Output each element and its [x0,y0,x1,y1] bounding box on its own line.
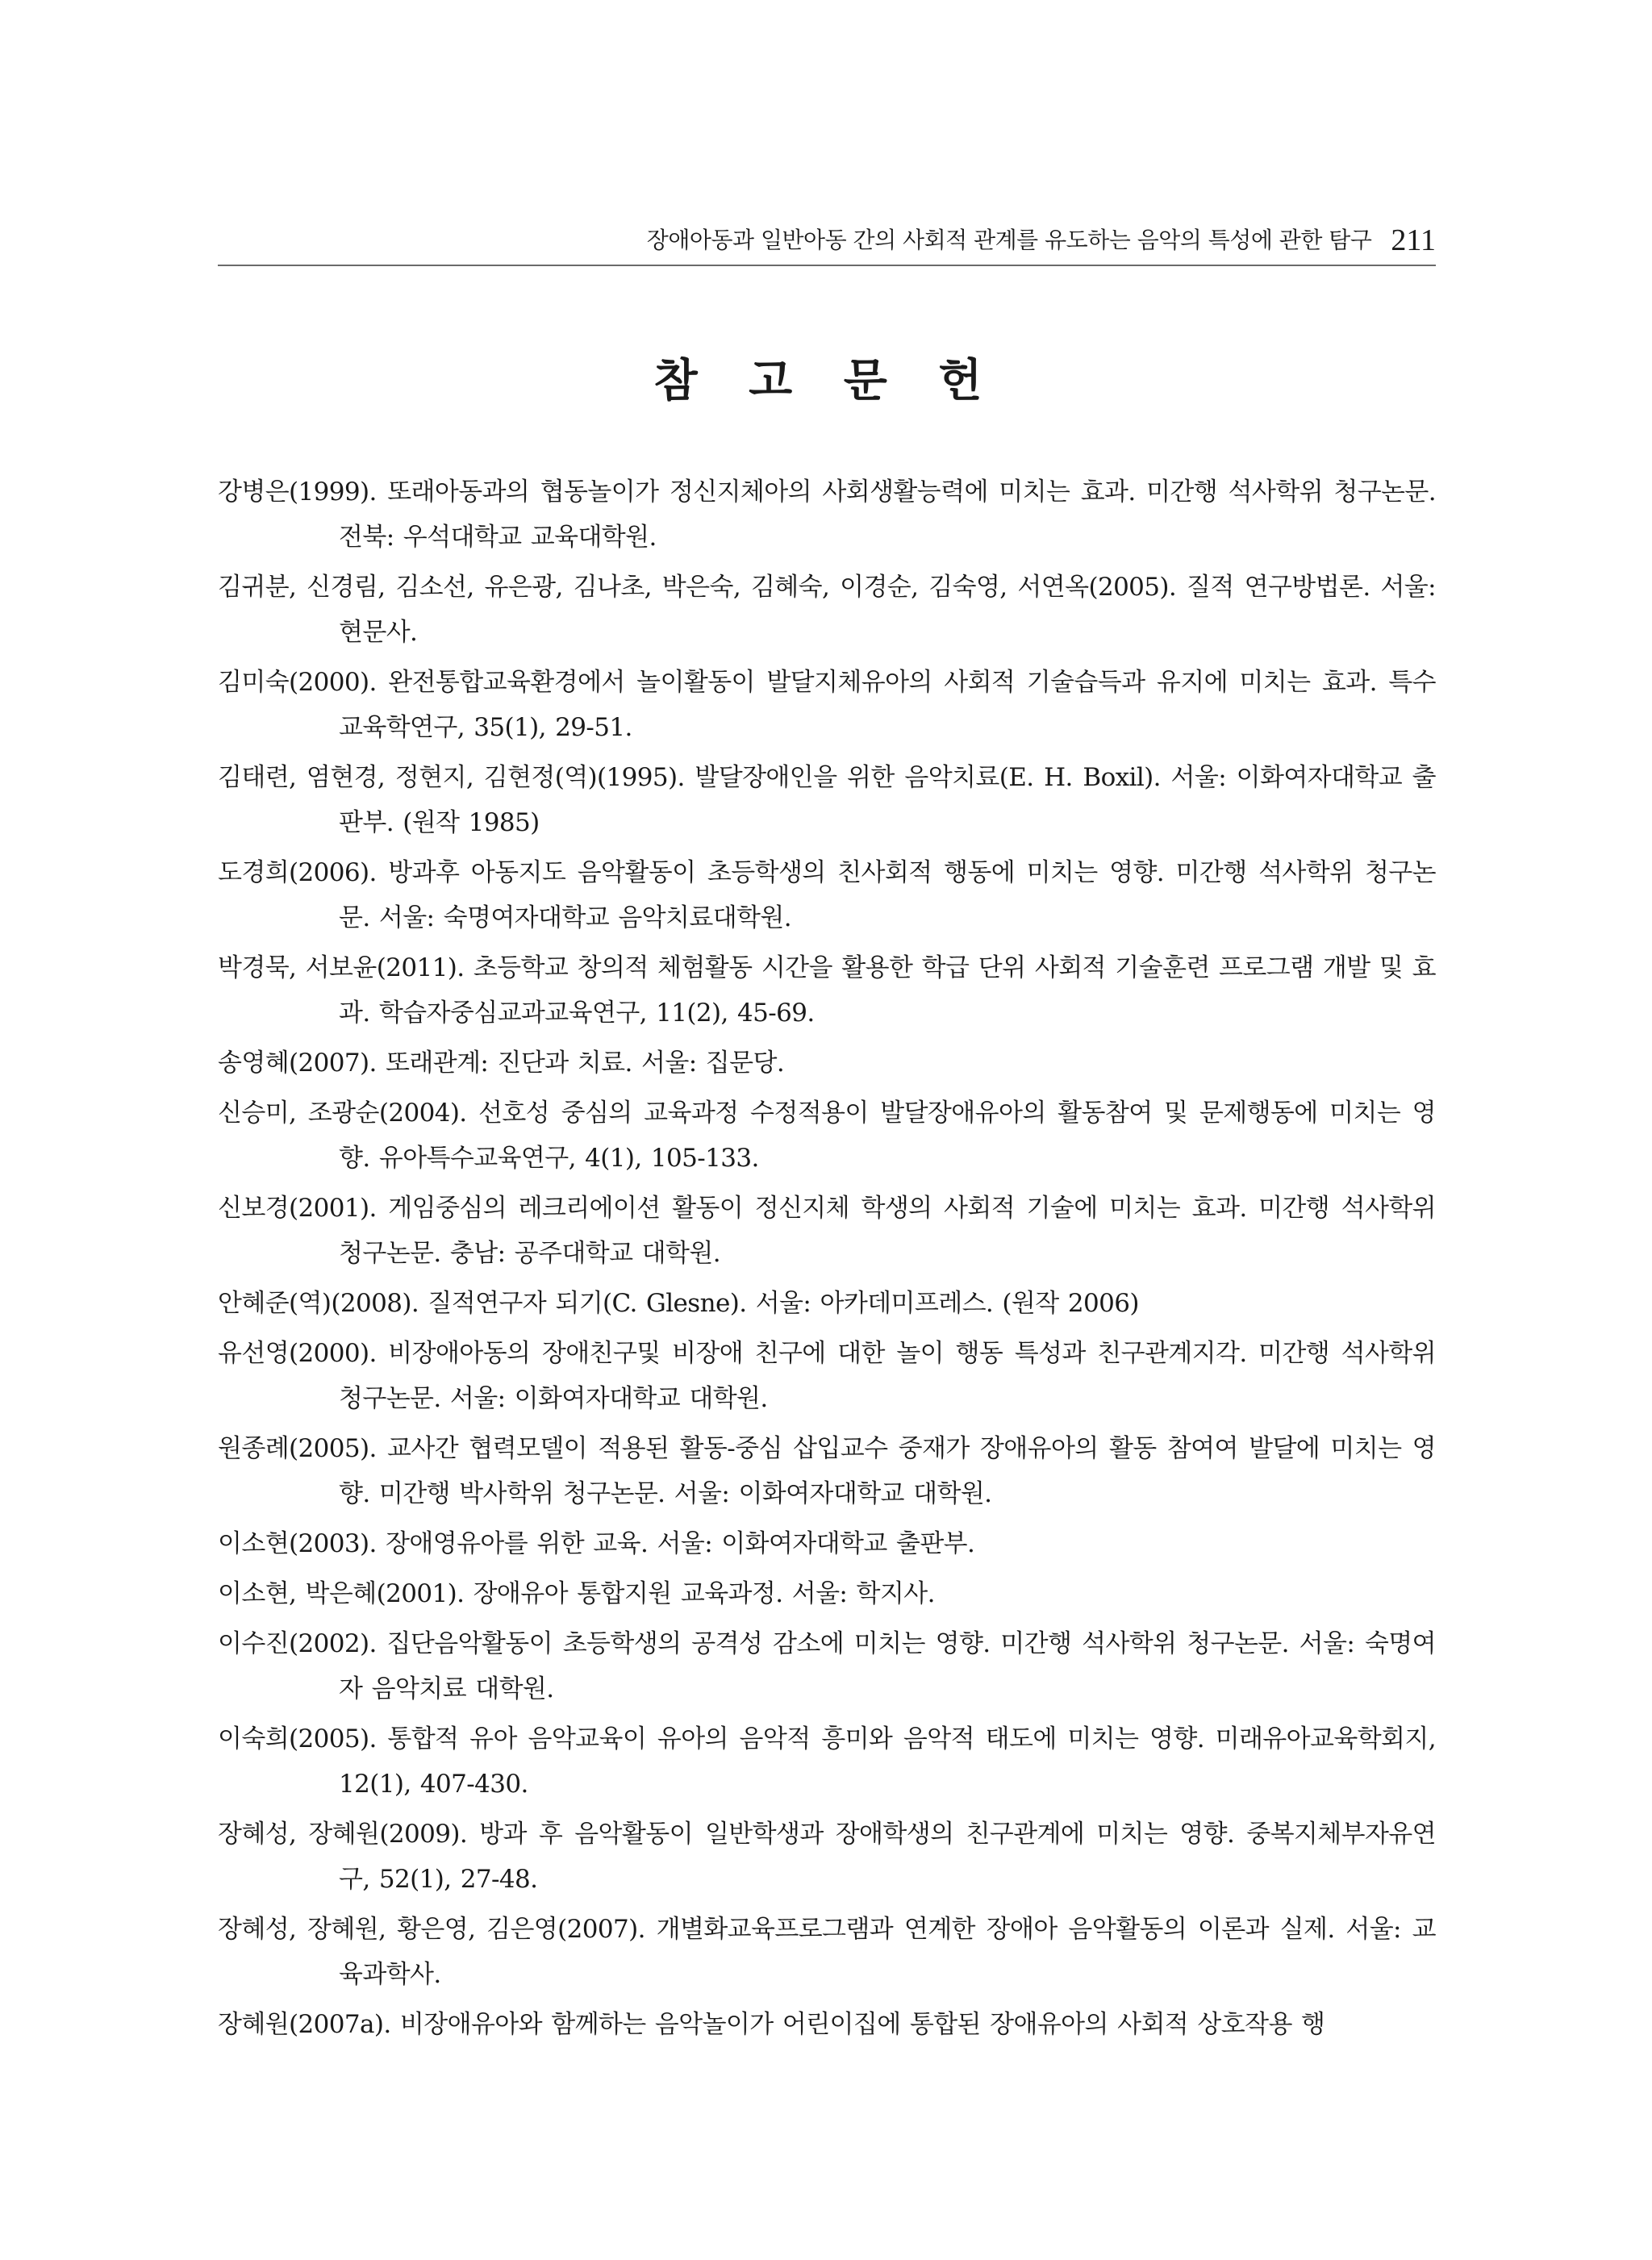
page-number: 211 [1391,223,1436,257]
reference-entry: 장혜성, 장혜원, 황은영, 김은영(2007). 개별화교육프로그램과 연계한 장애아 음악활동의 이론과 실제. 서울: 교육과학사. [218,1915,1436,1989]
reference-entry: 장혜원(2007a). 비장애유아와 함께하는 음악놀이가 어린이집에 통합된 장애유아의 사회적 상호작용 행 [218,2010,1325,2039]
reference-entry: 원종례(2005). 교사간 협력모델이 적용된 활동-중심 삽입교수 중재가 장애유아의 활동 참여여 발달에 미치는 영향. 미간행 박사학위 청구논문. 서울: 이화여자대학교 대학원. [218,1434,1436,1508]
reference-entry: 신승미, 조광순(2004). 선호성 중심의 교육과정 수정적용이 발달장애유아의 활동참여 및 문제행동에 미치는 영향. 유아특수교육연구, 4(1), 105-133. [218,1099,1436,1173]
reference-entry: 박경묵, 서보윤(2011). 초등학교 창의적 체험활동 시간을 활용한 학급 단위 사회적 기술훈련 프로그램 개발 및 효과. 학습자중심교과교육연구, 11(2), 45-69. [218,953,1436,1028]
reference-entry: 신보경(2001). 게임중심의 레크리에이션 활동이 정신지체 학생의 사회적 기술에 미치는 효과. 미간행 석사학위 청구논문. 충남: 공주대학교 대학원. [218,1194,1436,1268]
running-title: 장애아동과 일반아동 간의 사회적 관계를 유도하는 음악의 특성에 관한 탐구 [646,227,1372,253]
reference-entry: 이소현, 박은혜(2001). 장애유아 통합지원 교육과정. 서울: 학지사. [218,1579,935,1608]
reference-entry: 도경희(2006). 방과후 아동지도 음악활동이 초등학생의 친사회적 행동에 미치는 영향. 미간행 석사학위 청구논문. 서울: 숙명여자대학교 음악치료대학원. [218,858,1436,932]
reference-list [218,469,1436,2052]
reference-entry: 이숙희(2005). 통합적 유아 음악교육이 유아의 음악적 흥미와 음악적 태도에 미치는 영향. 미래유아교육학회지, 12(1), 407-430. [218,1724,1436,1799]
reference-entry: 안혜준(역)(2008). 질적연구자 되기(C. Glesne). 서울: 아카데미프레스. (원작 2006) [218,1289,1139,1318]
section-title: 참 고 문 헌 [653,354,1000,407]
reference-entry: 이소현(2003). 장애영유아를 위한 교육. 서울: 이화여자대학교 출판부. [218,1529,975,1558]
reference-entry: 김태련, 염현경, 정현지, 김현정(역)(1995). 발달장애인을 위한 음악치료(E. H. Boxil). 서울: 이화여자대학교 출판부. (원작 1985) [218,763,1436,837]
running-header [218,211,1436,266]
reference-entry: 김미숙(2000). 완전통합교육환경에서 놀이활동이 발달지체유아의 사회적 기술습득과 유지에 미치는 효과. 특수교육학연구, 35(1), 29-51. [218,668,1436,742]
reference-entry: 유선영(2000). 비장애아동의 장애친구및 비장애 친구에 대한 놀이 행동 특성과 친구관계지각. 미간행 석사학위 청구논문. 서울: 이화여자대학교 대학원. [218,1339,1436,1413]
reference-entry: 송영혜(2007). 또래관계: 진단과 치료. 서울: 집문당. [218,1049,785,1078]
reference-entry: 강병은(1999). 또래아동과의 협동놀이가 정신지체아의 사회생활능력에 미치는 효과. 미간행 석사학위 청구논문. 전북: 우석대학교 교육대학원. [218,477,1436,552]
reference-entry: 김귀분, 신경림, 김소선, 유은광, 김나초, 박은숙, 김혜숙, 이경순, 김숙영, 서연옥(2005). 질적 연구방법론. 서울: 현문사. [218,573,1436,647]
reference-entry: 장혜성, 장혜원(2009). 방과 후 음악활동이 일반학생과 장애학생의 친구관계에 미치는 영향. 중복지체부자유연구, 52(1), 27-48. [218,1820,1436,1894]
reference-entry: 이수진(2002). 집단음악활동이 초등학생의 공격성 감소에 미치는 영향. 미간행 석사학위 청구논문. 서울: 숙명여자 음악치료 대학원. [218,1629,1436,1703]
